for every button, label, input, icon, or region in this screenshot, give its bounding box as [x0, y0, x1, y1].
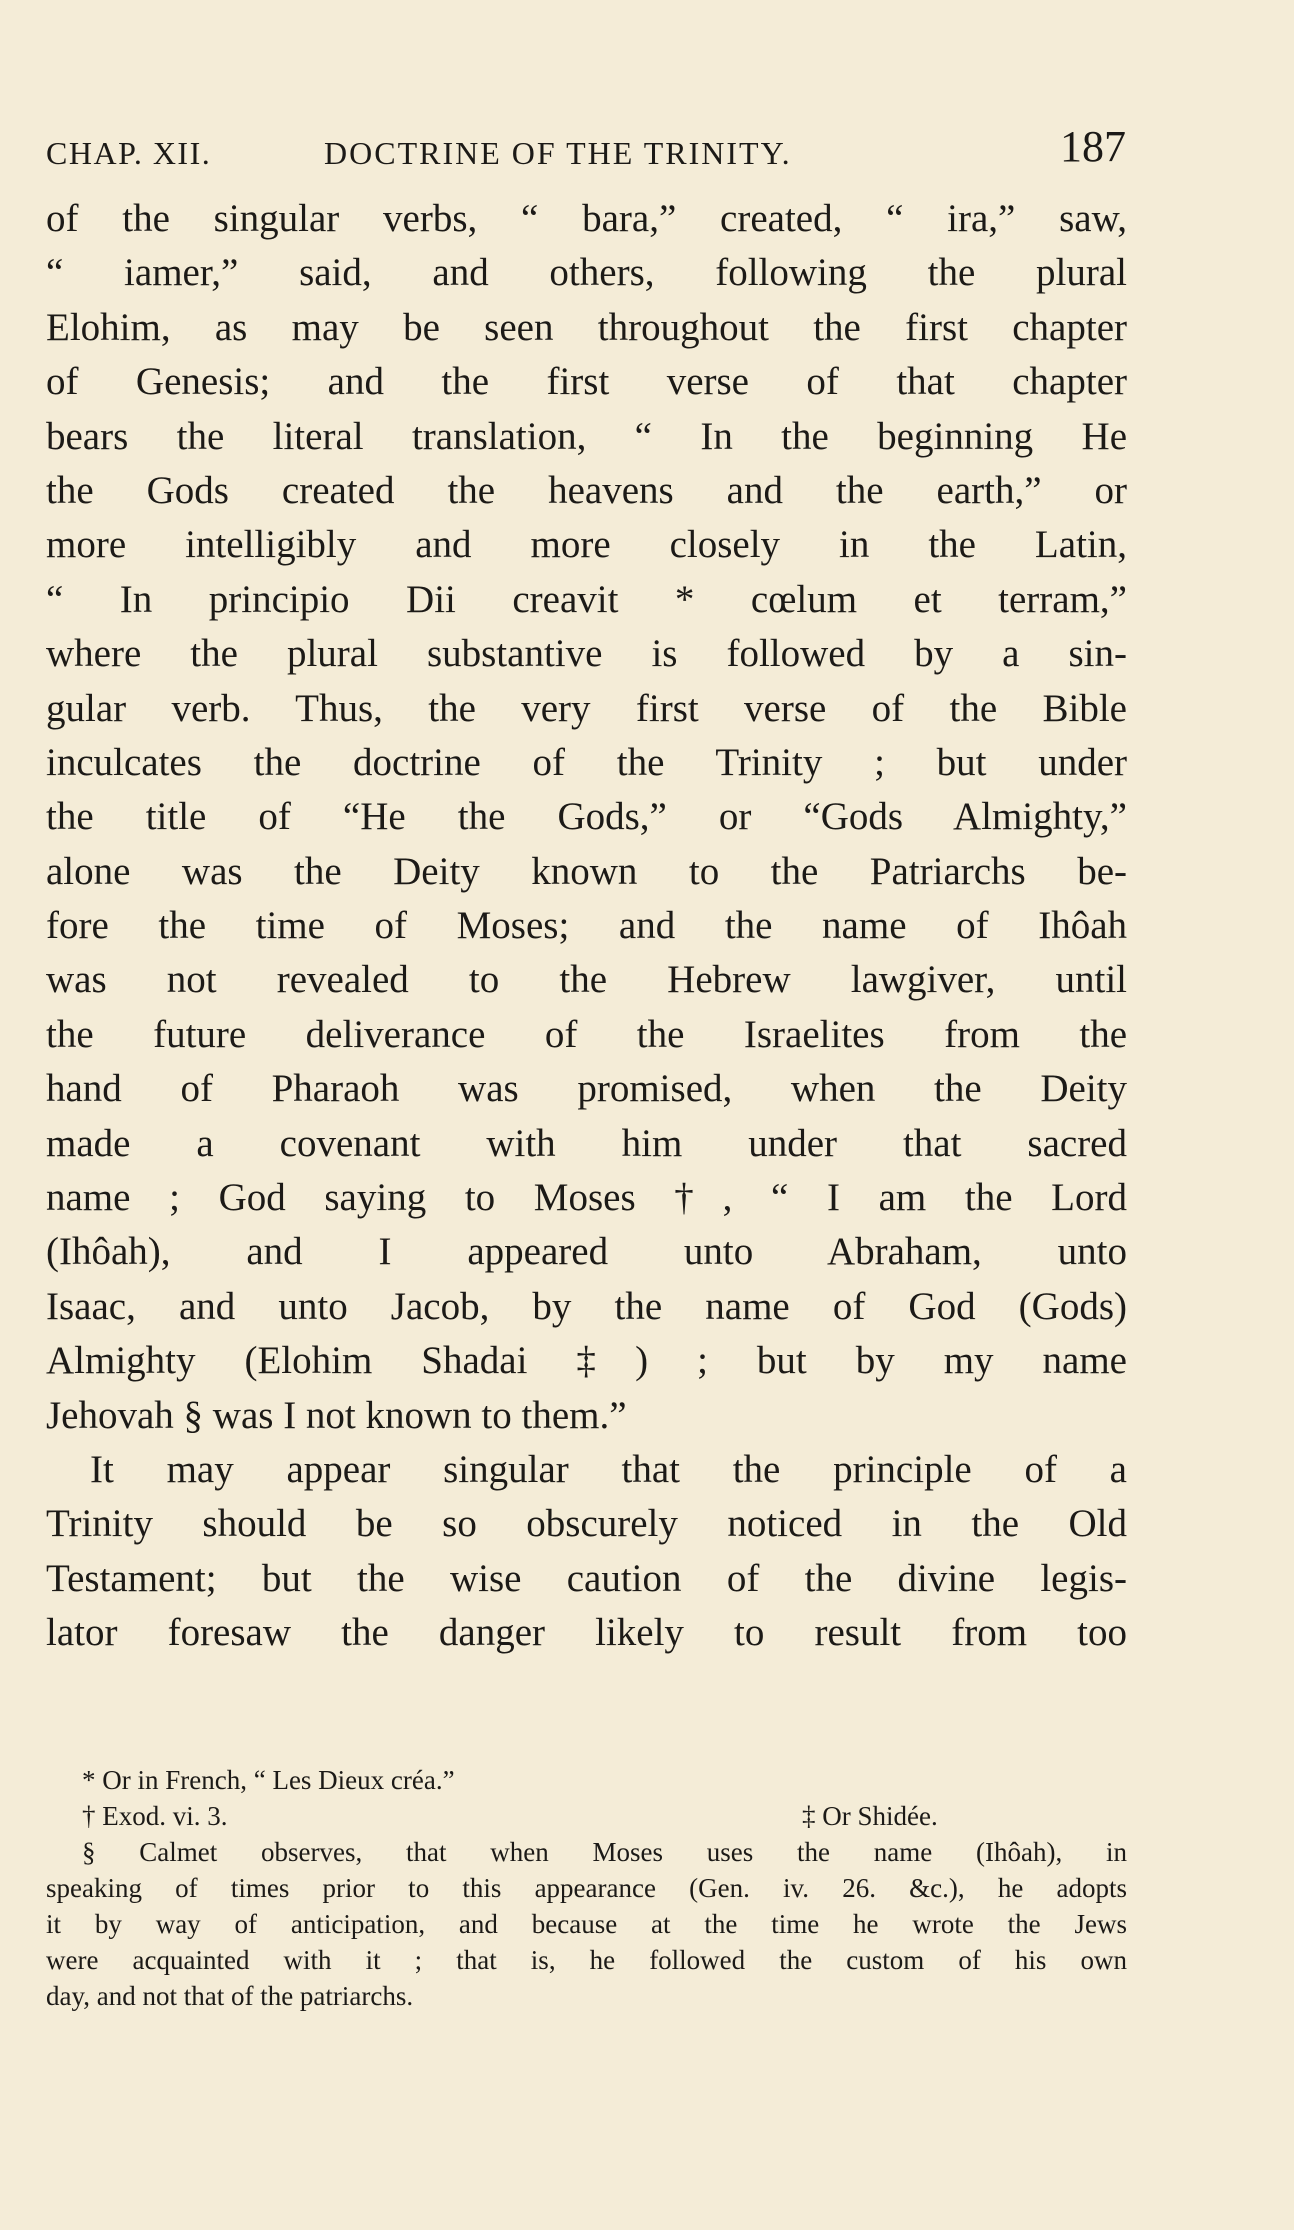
text-line: where the plural substantive is followed by a sin-	[46, 632, 1127, 676]
text-line: lator foresaw the danger likely to result from too	[46, 1611, 1127, 1655]
text-line: Elohim, as may be seen throughout the first chapter	[46, 305, 1127, 349]
text-line: the Gods created the heavens and the earth,” or	[46, 468, 1127, 512]
text-line: the future deliverance of the Israelites from the	[46, 1012, 1127, 1056]
footnote-4-line: day, and not that of the patriarchs.	[46, 1981, 414, 2011]
text-line: made a covenant with him under that sacred	[46, 1121, 1127, 1165]
text-line: “ In principio Dii creavit * cœlum et terram,”	[46, 577, 1127, 621]
footnotes	[46, 1762, 1127, 2014]
page-number: 187	[1060, 122, 1126, 171]
footnote-4-line: were acquainted with it ; that is, he followed the custom of his own	[46, 1945, 1127, 1975]
text-line: It may appear singular that the principle of a	[90, 1447, 1127, 1491]
footnote-4-line: it by way of anticipation, and because at the time he wrote the Jews	[46, 1909, 1127, 1939]
footnote-3: ‡ Or Shidée.	[802, 1801, 938, 1831]
text-line: Almighty (Elohim Shadai ‡) ; but by my name	[46, 1339, 1127, 1383]
text-line: (Ihôah), and I appeared unto Abraham, unto	[46, 1230, 1127, 1274]
text-line: name ; God saying to Moses †, “ I am the Lord	[46, 1176, 1127, 1220]
text-line: Testament; but the wise caution of the divine legis-	[46, 1556, 1127, 1600]
text-line: “ iamer,” said, and others, following the plural	[46, 251, 1127, 295]
text-line: bears the literal translation, “ In the beginning He	[46, 414, 1127, 458]
text-line: Trinity should be so obscurely noticed in the Old	[46, 1502, 1127, 1546]
text-line: fore the time of Moses; and the name of Ihôah	[46, 904, 1127, 948]
text-line: was not revealed to the Hebrew lawgiver, until	[46, 958, 1127, 1002]
text-line: Jehovah § was I not known to them.”	[46, 1393, 627, 1437]
running-header	[46, 122, 1126, 178]
footnote-1: * Or in French, “ Les Dieux créa.”	[82, 1765, 455, 1795]
footnote-4-line: § Calmet observes, that when Moses uses the name (Ihôah), in	[82, 1837, 1127, 1867]
footnote-2: † Exod. vi. 3.	[82, 1801, 228, 1831]
text-line: more intelligibly and more closely in the Latin,	[46, 523, 1127, 567]
text-line: hand of Pharaoh was promised, when the Deity	[46, 1067, 1127, 1111]
text-line: gular verb. Thus, the very first verse of the Bible	[46, 686, 1127, 730]
chapter-title: DOCTRINE OF THE TRINITY.	[324, 135, 792, 171]
text-line: of Genesis; and the first verse of that chapter	[46, 360, 1127, 404]
text-line: inculcates the doctrine of the Trinity ; but under	[46, 740, 1127, 784]
text-line: alone was the Deity known to the Patriarchs be-	[46, 849, 1127, 893]
footnote-4-line: speaking of times prior to this appearance (Gen. iv. 26. &c.), he adopts	[46, 1873, 1127, 1903]
body-text	[46, 192, 1127, 1661]
footnote-row	[46, 1798, 1127, 1834]
text-line: of the singular verbs, “ bara,” created, “ ira,” saw,	[46, 197, 1127, 240]
chapter-label: CHAP. XII.	[46, 135, 212, 171]
text-line: the title of “He the Gods,” or “Gods Almighty,”	[46, 795, 1127, 839]
text-line: Isaac, and unto Jacob, by the name of God (Gods)	[46, 1284, 1127, 1328]
